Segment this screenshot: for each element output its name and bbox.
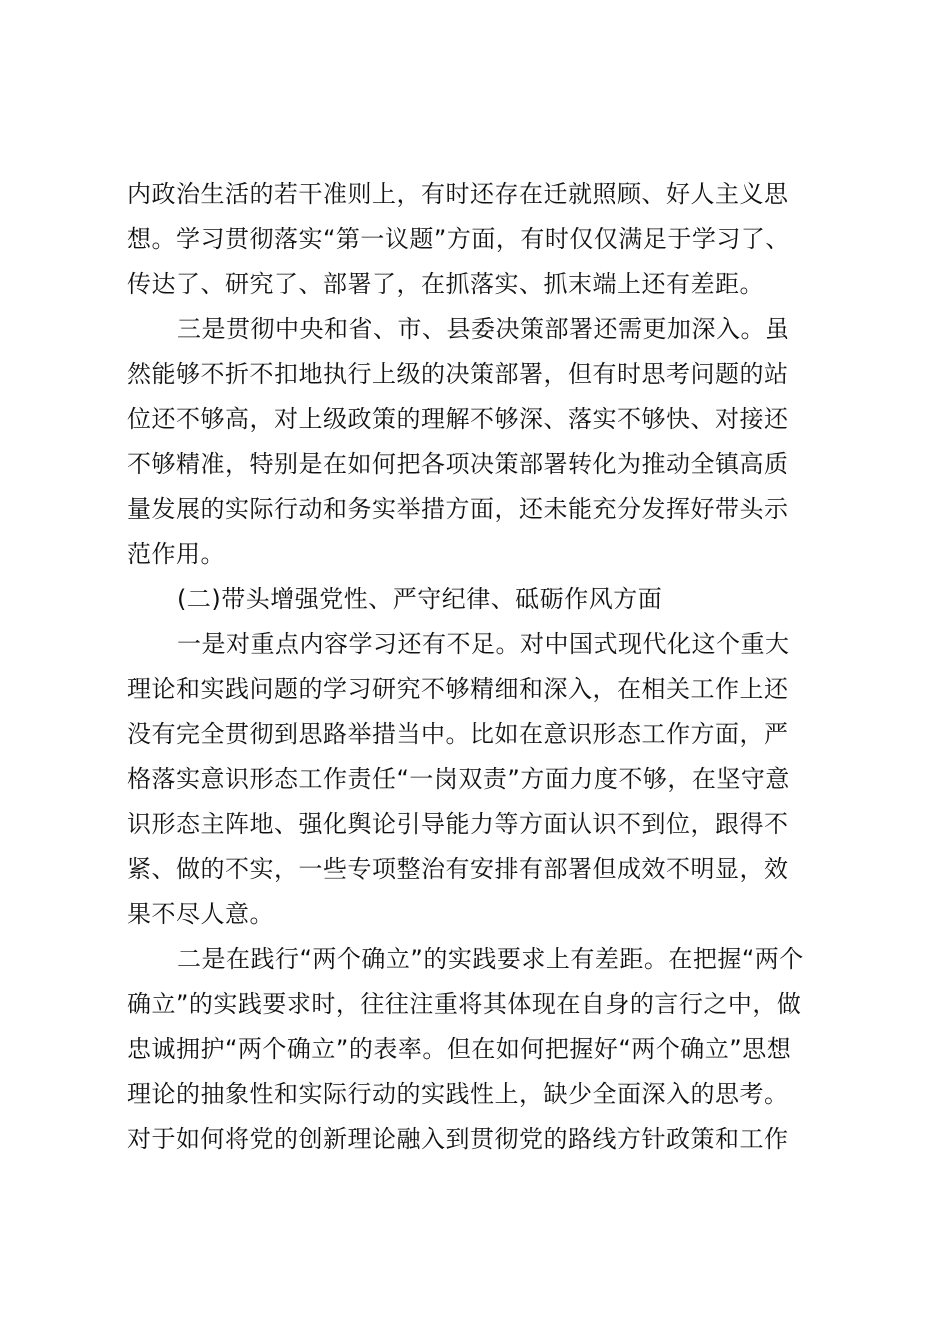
text-line: 位还不够高，对上级政策的理解不够深、落实不够快、对接还 <box>127 405 789 433</box>
text-line: 忠诚拥护“两个确立”的表率。但在如何把握好“两个确立”思想 <box>127 1035 792 1063</box>
text-line: 传达了、研究了、部署了，在抓落实、抓末端上还有差距。 <box>127 270 764 298</box>
text-line: 范作用。 <box>127 540 225 568</box>
text-line: 果不尽人意。 <box>127 900 274 928</box>
text-line: 确立”的实践要求时，往往注重将其体现在自身的言行之中，做 <box>127 990 802 1018</box>
text-line: 理论和实践问题的学习研究不够精细和深入，在相关工作上还 <box>127 675 789 703</box>
text-line: 识形态主阵地、强化舆论引导能力等方面认识不到位，跟得不 <box>127 810 789 838</box>
text-line: 理论的抽象性和实际行动的实践性上，缺少全面深入的思考。 <box>127 1080 789 1108</box>
text-line: 格落实意识形态工作责任“一岗双责”方面力度不够，在坚守意 <box>127 765 790 793</box>
text-line: 量发展的实际行动和务实举措方面，还未能充分发挥好带头示 <box>127 495 789 523</box>
paragraph-start-line: 一是对重点内容学习还有不足。对中国式现代化这个重大 <box>177 630 790 658</box>
paragraph-start-line: 二是在践行“两个确立”的实践要求上有差距。在把握“两个 <box>177 945 804 973</box>
text-line: 内政治生活的若干准则上，有时还存在迁就照顾、好人主义思 <box>127 180 789 208</box>
text-line: 没有完全贯彻到思路举措当中。比如在意识形态工作方面，严 <box>127 720 789 748</box>
text-line: 对于如何将党的创新理论融入到贯彻党的路线方针政策和工作 <box>127 1125 789 1153</box>
text-line: 不够精准，特别是在如何把各项决策部署转化为推动全镇高质 <box>127 450 789 478</box>
document-body <box>127 172 827 1162</box>
text-line: 想。学习贯彻落实“第一议题”方面，有时仅仅满足于学习了、 <box>127 225 790 253</box>
section-heading: (二)带头增强党性、严守纪律、砥砺作风方面 <box>177 585 663 613</box>
text-line: 然能够不折不扣地执行上级的决策部署，但有时思考问题的站 <box>127 360 789 388</box>
paragraph-start-line: 三是贯彻中央和省、市、县委决策部署还需更加深入。虽 <box>177 315 790 343</box>
text-line: 紧、做的不实，一些专项整治有安排有部署但成效不明显，效 <box>127 855 789 883</box>
